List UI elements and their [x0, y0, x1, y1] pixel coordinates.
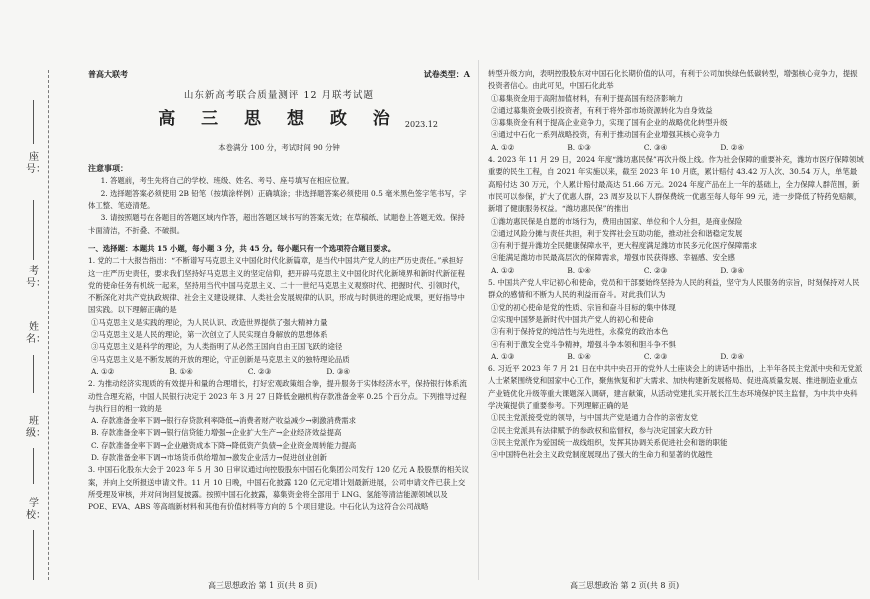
statement-option: ③有利于提升潍坊全民健康保障水平，更大程度满足潍坊市民多元化医疗保障需求: [490, 241, 758, 251]
class-line: [33, 448, 34, 484]
answer-option: A. ①②: [490, 142, 515, 152]
binding-dash-line: [48, 70, 49, 580]
subject-row: [88, 108, 470, 129]
statement-option: ③有利于保持党的纯洁性与先进性，永葆党的政治本色: [490, 327, 669, 337]
answer-option: D. ③④: [326, 366, 350, 376]
statement-option: C. 存款准备金率下调→企业融资成本下降→降低资产负债→企业资金周转能力提高: [90, 440, 357, 450]
answer-option: B. ①③: [567, 142, 591, 152]
name-label: 姓名：: [26, 322, 46, 345]
exam-date: 2023.12: [404, 119, 438, 129]
statement-option: D. 存款准备金率下调→市场货币供给增加→激发企业活力→促进创业创新: [90, 453, 327, 463]
question-stem: 1. 党的二十大报告指出：“不断谱写马克思主义中国化时代化新篇章，是当代中国共产党人的庄严历史责任。”承担好这一庄严历史责任，要求我们坚持好马克思主义的坚定信仰，把开辟马克思主义中国化时代化新境界和新时代新征程党的使命任务有机统一起来，坚持用当代中国马克思主义、二十一世纪马克思主义观察时代、把握时代、引领时代，不断深化对共产党执政规律、社会主义建设规律、人类社会发展规律的认识，形成与时俱进的理论成果，更好指导中国实践。以下理解正确的是: [88, 256, 465, 315]
statement-option: ④中国特色社会主义政党制度展现出了强大的生命力和显著的优越性: [490, 450, 713, 460]
answer-option: C. ②③: [643, 265, 668, 275]
answer-option: C. ③④: [643, 142, 668, 152]
answer-option: D. ③④: [720, 265, 744, 275]
answer-option: A. ①③: [490, 351, 515, 361]
answer-option: B. ①④: [169, 366, 193, 376]
note-item: 3. 请按照题号在各题目的答题区域内作答，超出答题区域书写的答案无效；在草稿纸、试题卷上答题无效。保持卡面清洁，不折叠、不破损。: [88, 213, 465, 235]
answer-option: A. ①②: [90, 366, 115, 376]
page-topbar: [88, 68, 470, 80]
statement-option: ③民主党派作为爱国统一战线组织，发挥其协调关系促进社会和谐的职能: [490, 437, 728, 447]
right-page: [488, 68, 864, 462]
answer-option: D. ②④: [720, 351, 744, 361]
page-divider: [478, 60, 479, 580]
statement-option: ④马克思主义是不断发展的开放的理论，守正创新是马克思主义的独特理论品质: [90, 354, 350, 364]
left-questions: [88, 255, 470, 513]
statement-option: ①募集资金用于高附加值材料，有利于提高国有经济影响力: [490, 93, 684, 103]
question-stem: 5. 中国共产党人牢记初心和使命，党员和干部要始终坚持为人民的利益，坚守为人民服务的宗旨，时刻保持对人民群众的感情和不断为人民的利益而奋斗。对此我们认为: [488, 278, 860, 300]
statement-option: ①马克思主义是实践的理论，为人民认识、改造世界提供了强大精神力量: [90, 317, 328, 327]
name-line: [33, 355, 34, 393]
notes-title: 注意事项：: [88, 163, 128, 174]
subject-title: 高 三 思 想 政 治: [158, 108, 400, 129]
statement-option: ②实现中国梦是新时代中国共产党人的初心和使命: [490, 314, 654, 324]
statement-option: ④能满足潍坊市民最高层次的保障需求，增强市民获得感、幸福感、安全感: [490, 253, 735, 263]
school-label: 学校：: [26, 498, 46, 521]
class-label: 班级：: [26, 416, 46, 439]
question-stem: 3. 中国石化股东大会于 2023 年 5 月 30 日审议通过向控股股东中国石化集团公司发行 120 亿元 A 股股票的相关议案，并向上交所报送申请文件。11 月 10 日晚，中国石化披露 120 亿元定增计划最新进展，公司申请文件已获上交所受理及审核，并对问询回复披露。按照中国石化披露，募集资金将全部用于 LNG、氢能等清洁能源领域以及 POE、EVA、ABS 等高端新材料和其他有价值材料等方向的 5 个项目建设。中石化认为这符合公司战略: [88, 465, 469, 512]
question-stem: 2. 为推动经济实现质的有效提升和量的合理增长，打好宏观政策组合拳，提升服务于实体经济水平，保持银行体系流动性合理充裕，中国人民银行决定于 2023 年 3 月 27 日降低金融机构存款准备金率 0.25 个百分点。下列推导过程与执行目的相一致的是: [88, 379, 467, 413]
school-line: [33, 530, 34, 580]
page-footer-right: 高三思想政治 第 2 页(共 8 页): [570, 581, 680, 590]
statement-option: ③马克思主义是科学的理论，为人类指明了从必然王国向自由王国飞跃的途径: [90, 342, 343, 352]
seat-label: 座号：: [26, 152, 46, 175]
question-stem: 转型升级方向，表明控股股东对中国石化长期价值的认可，有利于公司加快绿色低碳转型，增强核心竞争力，提振投资者信心。由此可见，中国石化此举: [488, 69, 858, 91]
statement-option: ②通过风险分摊与责任共担，利于发挥社会互助功能，推动社会和谐稳定发展: [490, 228, 743, 238]
answer-options-row: [88, 366, 470, 378]
answer-option: D. ②④: [720, 142, 744, 152]
statement-option: ②民主党派具有法律赋予的参政权和监督权，参与决定国家大政方针: [490, 425, 713, 435]
statement-option: ③募集资金有利于提高企业竞争力，实现了国有企业的战略优化转型升级: [490, 118, 728, 128]
note-item: 2. 选择题答案必须使用 2B 铅笔（按填涂样例）正确填涂；非选择题答案必须使用 0.5 毫米黑色签字笔书写，字体工整、笔迹清楚。: [88, 188, 467, 211]
answer-option: B. ①④: [567, 351, 591, 361]
right-questions: [488, 68, 864, 462]
note-item: 1. 答题前，考生先将自己的学校、班级、姓名、考号、座号填写在相应位置。: [100, 176, 354, 186]
exam-meta: 本卷满分 100 分，考试时间 90 分钟: [218, 142, 340, 152]
seat-line: [33, 100, 34, 144]
exam-no-label: 考号：: [26, 266, 46, 289]
statement-option: ②通过募集资金吸引投资者，有利于将外部市场资源转化为自身效益: [490, 105, 713, 115]
question-stem: 6. 习近平 2023 年 7 月 21 日在中共中央召开的党外人士座谈会上的讲话中指出，上半年各民主党派中央和无党派人士紧紧围绕党和国家中心工作，聚焦恢复和扩大需求、加快构建新发展格局、促进高质量发展、推进制造业重点产业链优化升级等重大课题深入调研，建言献策，从活动党建扎实开展长江生态环境保护民主监督，为中共中央科学决策提供了重要参考。下列理解正确的是: [488, 364, 863, 411]
statement-option: ①民主党派接受党的领导，与中国共产党是通力合作的亲密友党: [490, 413, 698, 423]
answer-option: C. ②③: [247, 366, 272, 376]
statement-option: ②马克思主义是人民的理论，第一次创立了人民实现自身解放的思想体系: [90, 330, 328, 340]
answer-options-row: [488, 351, 864, 363]
answer-options-row: [488, 142, 864, 154]
statement-option: ①潍坊惠民保是自愿的市场行为，费用由国家、单位和个人分担，是商业保险: [490, 216, 743, 226]
statement-option: ④通过中石化一系列战略投资，有利于推动国有企业增强其核心竞争力: [490, 130, 721, 140]
binding-strip: [0, 0, 72, 599]
paper-type-label: 试卷类型：A: [423, 69, 470, 79]
statement-option: ④有利于激发全党斗争精神，增强斗争本领和胆斗争不惧: [490, 339, 676, 349]
org-label: 普高大联考: [88, 69, 128, 79]
exam-no-line: [33, 200, 34, 260]
page-footer-left: 高三思想政治 第 1 页(共 8 页): [208, 581, 318, 590]
answer-options-row: [488, 265, 864, 277]
exam-title: 山东新高考联合质量测评 12 月联考试题: [183, 90, 375, 102]
statement-option: B. 存款准备金率下调→银行信贷能力增强→企业扩大生产→企业经济效益提高: [90, 428, 342, 438]
left-page: [88, 68, 470, 514]
section-heading: 一、选择题：本题共 15 小题，每小题 3 分，共 45 分。每小题只有一个选项符合题目要求。: [88, 243, 396, 253]
answer-option: A. ①②: [490, 265, 515, 275]
statement-option: A. 存款准备金率下调→银行存贷款利率降低→消费者财产收益减少→刺激消费需求: [90, 416, 357, 426]
answer-option: C. ②③: [643, 351, 668, 361]
statement-option: ①党的初心使命是党的性质、宗旨和奋斗目标的集中体现: [490, 302, 676, 312]
answer-option: B. ①④: [567, 265, 591, 275]
question-stem: 4. 2023 年 11 月 29 日，2024 年度“潍坊惠民保”再次升级上线。作为社会保障的重要补充，潍坊市医疗保障领域重要的民生工程，自 2021 年实施以来，截至 2023 年 10 月底，累计赔付 43.42 万人次、30.54 万人，单笔最高赔付达 30 万元，个人累计赔付最高达 51.66 万元。2024 年度产品在上一年的基础上，全力保障人群范围，新市民可以参保，扩大了优惠人群，23 周岁及以下人群保费统一优惠至每人每年 99 元，进一步降低了特药免赔额，新增了健康服务权益。“潍坊惠民保”的推出: [488, 155, 864, 214]
